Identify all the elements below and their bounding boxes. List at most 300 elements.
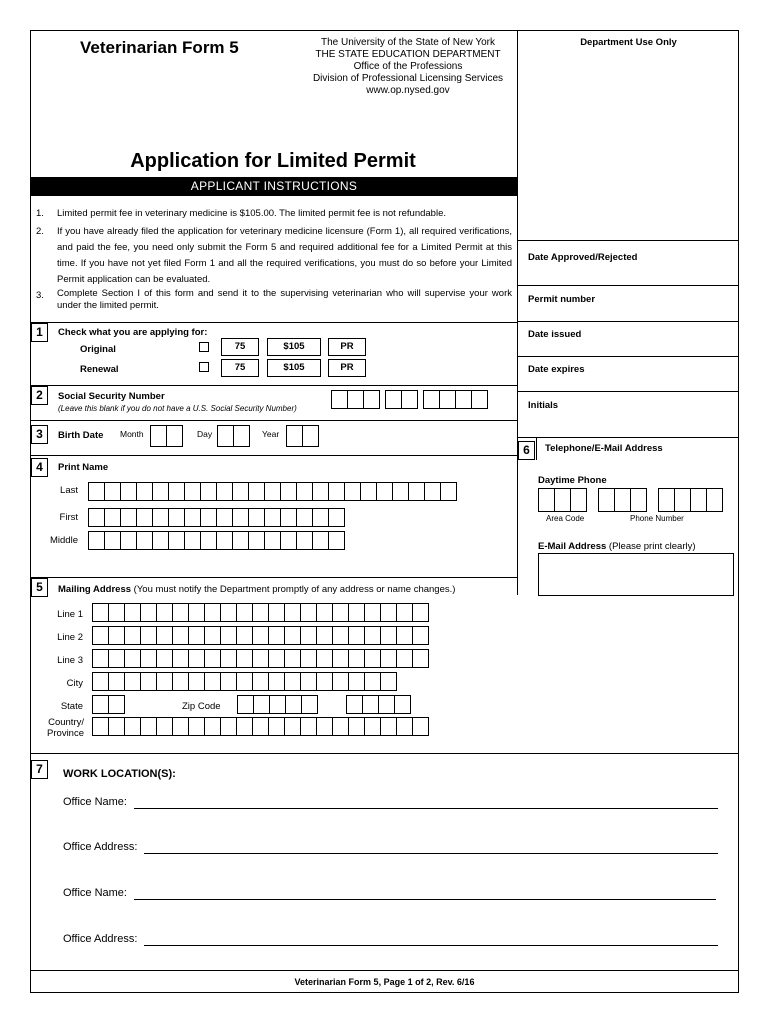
birth-day-input[interactable]: [217, 425, 249, 447]
original-fee: $105: [267, 338, 321, 356]
ssn-digit[interactable]: [385, 390, 402, 409]
char-cell[interactable]: [362, 695, 379, 714]
instructions-bar: APPLICANT INSTRUCTIONS: [31, 177, 517, 196]
char-cell[interactable]: [360, 482, 377, 501]
char-cell[interactable]: [316, 717, 333, 736]
char-cell[interactable]: [168, 531, 185, 550]
char-cell[interactable]: [188, 649, 205, 668]
char-cell[interactable]: [570, 488, 587, 512]
address-line3-input[interactable]: [92, 649, 428, 668]
char-cell[interactable]: [140, 649, 157, 668]
section3-top-rule: [30, 420, 517, 421]
char-cell[interactable]: [136, 531, 153, 550]
date-approved-label: Date Approved/Rejected: [528, 252, 638, 263]
char-cell[interactable]: [168, 508, 185, 527]
date-digit[interactable]: [233, 425, 250, 447]
phone-number-label: Phone Number: [630, 514, 684, 523]
ssn-digit[interactable]: [401, 390, 418, 409]
char-cell[interactable]: [92, 717, 109, 736]
char-cell[interactable]: [268, 649, 285, 668]
char-cell[interactable]: [296, 531, 313, 550]
char-cell[interactable]: [264, 508, 281, 527]
mailing-address-heading: [58, 584, 455, 595]
birth-month-label: Month: [120, 429, 144, 439]
char-cell[interactable]: [412, 626, 429, 645]
char-cell[interactable]: [248, 531, 265, 550]
char-cell[interactable]: [204, 672, 221, 691]
address-line1-input[interactable]: [92, 603, 428, 622]
char-cell[interactable]: [392, 482, 409, 501]
char-cell[interactable]: [300, 603, 317, 622]
char-cell[interactable]: [124, 717, 141, 736]
char-cell[interactable]: [348, 626, 365, 645]
char-cell[interactable]: [268, 626, 285, 645]
mailing-address-note: (You must notify the Department promptly of any address or name changes.): [131, 584, 456, 595]
dept-divider: [517, 356, 739, 357]
section6-number-divider: [536, 437, 537, 460]
char-cell[interactable]: [380, 603, 397, 622]
initials-label: Initials: [528, 400, 559, 411]
page-footer: Veterinarian Form 5, Page 1 of 2, Rev. 6/16: [294, 977, 475, 987]
char-cell[interactable]: [396, 626, 413, 645]
char-cell[interactable]: [364, 626, 381, 645]
last-name-label: Last: [60, 485, 78, 496]
char-cell[interactable]: [328, 482, 345, 501]
char-cell[interactable]: [396, 717, 413, 736]
char-cell[interactable]: [236, 717, 253, 736]
char-cell[interactable]: [92, 649, 109, 668]
char-cell[interactable]: [346, 695, 363, 714]
area-code-input[interactable]: [538, 488, 586, 512]
telephone-email-label: Telephone/E-Mail Address: [545, 443, 663, 454]
birth-date-label: Birth Date: [58, 430, 104, 441]
section1-top-rule: [30, 322, 517, 323]
char-cell[interactable]: [104, 531, 121, 550]
char-cell[interactable]: [690, 488, 707, 512]
address-line3-label: Line 3: [57, 655, 83, 666]
char-cell[interactable]: [269, 695, 286, 714]
char-cell[interactable]: [394, 695, 411, 714]
applying-for-label: Check what you are applying for:: [58, 327, 208, 338]
char-cell[interactable]: [380, 626, 397, 645]
office-address-underline[interactable]: [144, 853, 718, 854]
char-cell[interactable]: [252, 649, 269, 668]
renewal-fee: $105: [267, 359, 321, 377]
char-cell[interactable]: [188, 717, 205, 736]
char-cell[interactable]: [332, 649, 349, 668]
agency-website: www.op.nysed.gov: [366, 85, 450, 96]
section4-top-rule: [30, 455, 517, 456]
section2-top-rule: [30, 385, 517, 386]
char-cell[interactable]: [156, 603, 173, 622]
char-cell[interactable]: [630, 488, 647, 512]
char-cell[interactable]: [104, 508, 121, 527]
char-cell[interactable]: [268, 717, 285, 736]
permit-number-label: Permit number: [528, 294, 596, 305]
middle-name-input[interactable]: [88, 531, 344, 550]
char-cell[interactable]: [156, 626, 173, 645]
char-cell[interactable]: [200, 531, 217, 550]
char-cell[interactable]: [538, 488, 555, 512]
agency-line: Office of the Professions: [353, 61, 463, 72]
char-cell[interactable]: [120, 508, 137, 527]
ssn-digit[interactable]: [439, 390, 456, 409]
phone-line-input[interactable]: [658, 488, 722, 512]
char-cell[interactable]: [120, 482, 137, 501]
char-cell[interactable]: [204, 603, 221, 622]
address-line2-label: Line 2: [57, 632, 83, 643]
agency-line: The University of the State of New York: [321, 37, 495, 48]
char-cell[interactable]: [88, 482, 105, 501]
char-cell[interactable]: [252, 717, 269, 736]
char-cell[interactable]: [284, 603, 301, 622]
char-cell[interactable]: [140, 603, 157, 622]
char-cell[interactable]: [140, 717, 157, 736]
middle-name-label: Middle: [50, 535, 78, 546]
char-cell[interactable]: [396, 649, 413, 668]
date-issued-label: Date issued: [528, 329, 582, 340]
char-cell[interactable]: [296, 508, 313, 527]
char-cell[interactable]: [216, 482, 233, 501]
ssn-digit[interactable]: [363, 390, 380, 409]
char-cell[interactable]: [380, 649, 397, 668]
date-digit[interactable]: [217, 425, 234, 447]
char-cell[interactable]: [220, 717, 237, 736]
char-cell[interactable]: [172, 626, 189, 645]
char-cell[interactable]: [248, 508, 265, 527]
ssn-digit[interactable]: [471, 390, 488, 409]
char-cell[interactable]: [412, 603, 429, 622]
char-cell[interactable]: [236, 626, 253, 645]
address-line2-input[interactable]: [92, 626, 428, 645]
office-address-line: [63, 933, 718, 949]
ssn-digit[interactable]: [331, 390, 348, 409]
renewal-checkbox[interactable]: [199, 362, 209, 372]
date-expires-label: Date expires: [528, 364, 585, 375]
agency-block: [298, 37, 518, 97]
dept-divider: [517, 240, 739, 241]
char-cell[interactable]: [204, 626, 221, 645]
date-digit[interactable]: [286, 425, 303, 447]
section-number-6: 6: [518, 441, 535, 460]
char-cell[interactable]: [300, 626, 317, 645]
first-name-input[interactable]: [88, 508, 344, 527]
char-cell[interactable]: [316, 603, 333, 622]
ssn-digit[interactable]: [455, 390, 472, 409]
char-cell[interactable]: [364, 672, 381, 691]
original-type: PR: [328, 338, 366, 356]
date-digit[interactable]: [166, 425, 183, 447]
char-cell[interactable]: [108, 695, 125, 714]
char-cell[interactable]: [412, 717, 429, 736]
char-cell[interactable]: [124, 603, 141, 622]
section-number-7: 7: [31, 760, 48, 779]
original-checkbox[interactable]: [199, 342, 209, 352]
char-cell[interactable]: [220, 672, 237, 691]
char-cell[interactable]: [614, 488, 631, 512]
renewal-type: PR: [328, 359, 366, 377]
char-cell[interactable]: [348, 672, 365, 691]
zip-code-label: Zip Code: [182, 701, 221, 712]
section-number-3: 3: [31, 425, 48, 444]
char-cell[interactable]: [92, 672, 109, 691]
ssn-digit[interactable]: [423, 390, 440, 409]
char-cell[interactable]: [136, 508, 153, 527]
char-cell[interactable]: [674, 488, 691, 512]
char-cell[interactable]: [200, 482, 217, 501]
char-cell[interactable]: [312, 508, 329, 527]
print-name-label: Print Name: [58, 462, 109, 473]
char-cell[interactable]: [328, 508, 345, 527]
char-cell[interactable]: [172, 717, 189, 736]
char-cell[interactable]: [124, 626, 141, 645]
city-label: City: [66, 678, 83, 689]
date-digit[interactable]: [302, 425, 319, 447]
char-cell[interactable]: [284, 717, 301, 736]
char-cell[interactable]: [232, 508, 249, 527]
char-cell[interactable]: [706, 488, 723, 512]
birth-month-input[interactable]: [150, 425, 182, 447]
section5-top-rule: [30, 577, 517, 578]
char-cell[interactable]: [220, 626, 237, 645]
char-cell[interactable]: [216, 508, 233, 527]
birth-day-label: Day: [197, 429, 213, 439]
char-cell[interactable]: [168, 482, 185, 501]
char-cell[interactable]: [408, 482, 425, 501]
country-input[interactable]: [92, 717, 428, 736]
instruction-item: If you have already filed the application for veterinary medicine licensure (Form 1), all required verifications, and paid the fee, you need only submit the Form 5 and required additional fee for a Limited Permit at this time. If you have not yet filed Form 1 and all the required verifications, you must do so before your Limited Permit application can be evaluated.: [57, 226, 512, 285]
char-cell[interactable]: [598, 488, 615, 512]
char-cell[interactable]: [220, 603, 237, 622]
application-title: Application for Limited Permit: [130, 150, 416, 172]
char-cell[interactable]: [348, 649, 365, 668]
office-address-label: Office Address:: [63, 933, 138, 945]
char-cell[interactable]: [253, 695, 270, 714]
char-cell[interactable]: [296, 482, 313, 501]
char-cell[interactable]: [120, 531, 137, 550]
country-label: Country/: [48, 717, 84, 728]
char-cell[interactable]: [364, 649, 381, 668]
section7-top-rule: [30, 753, 739, 754]
char-cell[interactable]: [124, 672, 141, 691]
birth-year-input[interactable]: [286, 425, 318, 447]
char-cell[interactable]: [252, 626, 269, 645]
char-cell[interactable]: [268, 603, 285, 622]
char-cell[interactable]: [252, 672, 269, 691]
char-cell[interactable]: [280, 482, 297, 501]
char-cell[interactable]: [232, 531, 249, 550]
dept-divider: [517, 321, 739, 322]
department-use-label: Department Use Only: [580, 37, 677, 48]
char-cell[interactable]: [300, 672, 317, 691]
char-cell[interactable]: [252, 603, 269, 622]
daytime-phone-label: Daytime Phone: [538, 475, 607, 486]
office-address-underline[interactable]: [144, 945, 718, 946]
char-cell[interactable]: [136, 482, 153, 501]
instruction-item: Complete Section I of this form and send it to the supervising veterinarian who will supervise your work under the limited permit.: [57, 288, 512, 311]
char-cell[interactable]: [152, 508, 169, 527]
email-input[interactable]: [538, 553, 734, 596]
first-name-label: First: [59, 512, 78, 523]
char-cell[interactable]: [364, 717, 381, 736]
char-cell[interactable]: [140, 626, 157, 645]
char-cell[interactable]: [378, 695, 395, 714]
char-cell[interactable]: [188, 603, 205, 622]
email-label: E-Mail Address: [538, 541, 607, 552]
birth-year-label: Year: [262, 429, 280, 439]
char-cell[interactable]: [204, 717, 221, 736]
char-cell[interactable]: [280, 508, 297, 527]
office-name-label: Office Name:: [63, 796, 127, 808]
char-cell[interactable]: [184, 531, 201, 550]
char-cell[interactable]: [268, 672, 285, 691]
ssn-note: (Leave this blank if you do not have a U.S. Social Security Number): [58, 404, 297, 413]
office-name-line: [63, 887, 716, 903]
char-cell[interactable]: [156, 672, 173, 691]
char-cell[interactable]: [300, 649, 317, 668]
original-code: 75: [221, 338, 259, 356]
renewal-label: Renewal: [80, 364, 119, 375]
char-cell[interactable]: [232, 482, 249, 501]
char-cell[interactable]: [332, 626, 349, 645]
column-divider: [517, 30, 518, 595]
char-cell[interactable]: [108, 603, 125, 622]
char-cell[interactable]: [124, 649, 141, 668]
char-cell[interactable]: [316, 649, 333, 668]
char-cell[interactable]: [554, 488, 571, 512]
phone-prefix-input[interactable]: [598, 488, 646, 512]
char-cell[interactable]: [348, 717, 365, 736]
section-number-4: 4: [31, 458, 48, 477]
char-cell[interactable]: [108, 672, 125, 691]
char-cell[interactable]: [285, 695, 302, 714]
char-cell[interactable]: [380, 672, 397, 691]
char-cell[interactable]: [328, 531, 345, 550]
char-cell[interactable]: [348, 603, 365, 622]
char-cell[interactable]: [156, 649, 173, 668]
original-label: Original: [80, 344, 116, 355]
char-cell[interactable]: [236, 649, 253, 668]
char-cell[interactable]: [172, 649, 189, 668]
office-address-line: [63, 841, 718, 857]
section6-top-rule: [517, 437, 739, 438]
char-cell[interactable]: [108, 626, 125, 645]
char-cell[interactable]: [332, 603, 349, 622]
char-cell[interactable]: [204, 649, 221, 668]
char-cell[interactable]: [312, 482, 329, 501]
char-cell[interactable]: [248, 482, 265, 501]
agency-line: Division of Professional Licensing Services: [312, 73, 504, 84]
work-locations-label: WORK LOCATION(S):: [63, 768, 176, 780]
office-name-underline[interactable]: [134, 808, 718, 809]
renewal-code: 75: [221, 359, 259, 377]
zip-code-input[interactable]: [237, 695, 317, 714]
char-cell[interactable]: [280, 531, 297, 550]
char-cell[interactable]: [200, 508, 217, 527]
char-cell[interactable]: [380, 717, 397, 736]
state-label: State: [60, 701, 83, 712]
char-cell[interactable]: [284, 672, 301, 691]
office-name-underline[interactable]: [134, 899, 716, 900]
char-cell[interactable]: [236, 603, 253, 622]
char-cell[interactable]: [300, 717, 317, 736]
char-cell[interactable]: [156, 717, 173, 736]
char-cell[interactable]: [140, 672, 157, 691]
char-cell[interactable]: [172, 603, 189, 622]
email-heading: [538, 541, 696, 552]
char-cell[interactable]: [92, 603, 109, 622]
char-cell[interactable]: [188, 626, 205, 645]
address-line1-label: Line 1: [57, 609, 83, 620]
footer-rule: [30, 970, 739, 971]
char-cell[interactable]: [316, 626, 333, 645]
char-cell[interactable]: [412, 649, 429, 668]
char-cell[interactable]: [264, 531, 281, 550]
char-cell[interactable]: [312, 531, 329, 550]
char-cell[interactable]: [188, 672, 205, 691]
char-cell[interactable]: [376, 482, 393, 501]
char-cell[interactable]: [424, 482, 441, 501]
char-cell[interactable]: [237, 695, 254, 714]
char-cell[interactable]: [88, 531, 105, 550]
instruction-number: 1.: [36, 208, 44, 219]
char-cell[interactable]: [108, 649, 125, 668]
ssn-input[interactable]: [331, 390, 487, 409]
ssn-label: Social Security Number: [58, 391, 165, 402]
char-cell[interactable]: [284, 626, 301, 645]
char-cell[interactable]: [216, 531, 233, 550]
office-name-label: Office Name:: [63, 887, 127, 899]
email-note: (Please print clearly): [606, 541, 696, 552]
agency-line: THE STATE EDUCATION DEPARTMENT: [315, 49, 501, 60]
char-cell[interactable]: [236, 672, 253, 691]
char-cell[interactable]: [658, 488, 675, 512]
office-name-line: [63, 796, 718, 812]
char-cell[interactable]: [220, 649, 237, 668]
char-cell[interactable]: [172, 672, 189, 691]
char-cell[interactable]: [104, 482, 121, 501]
char-cell[interactable]: [364, 603, 381, 622]
city-input[interactable]: [92, 672, 396, 691]
province-label: Province: [47, 728, 84, 739]
char-cell[interactable]: [88, 508, 105, 527]
char-cell[interactable]: [316, 672, 333, 691]
zip-plus4-input[interactable]: [346, 695, 410, 714]
last-name-input[interactable]: [88, 482, 456, 501]
office-address-label: Office Address:: [63, 841, 138, 853]
char-cell[interactable]: [152, 482, 169, 501]
char-cell[interactable]: [332, 717, 349, 736]
char-cell[interactable]: [344, 482, 361, 501]
char-cell[interactable]: [396, 603, 413, 622]
char-cell[interactable]: [332, 672, 349, 691]
date-digit[interactable]: [150, 425, 167, 447]
dept-divider: [517, 285, 739, 286]
char-cell[interactable]: [108, 717, 125, 736]
char-cell[interactable]: [301, 695, 318, 714]
state-input[interactable]: [92, 695, 124, 714]
char-cell[interactable]: [92, 695, 109, 714]
char-cell[interactable]: [92, 626, 109, 645]
char-cell[interactable]: [264, 482, 281, 501]
mailing-address-label: Mailing Address: [58, 584, 132, 595]
char-cell[interactable]: [284, 649, 301, 668]
char-cell[interactable]: [184, 508, 201, 527]
char-cell[interactable]: [152, 531, 169, 550]
ssn-digit[interactable]: [347, 390, 364, 409]
char-cell[interactable]: [184, 482, 201, 501]
char-cell[interactable]: [440, 482, 457, 501]
